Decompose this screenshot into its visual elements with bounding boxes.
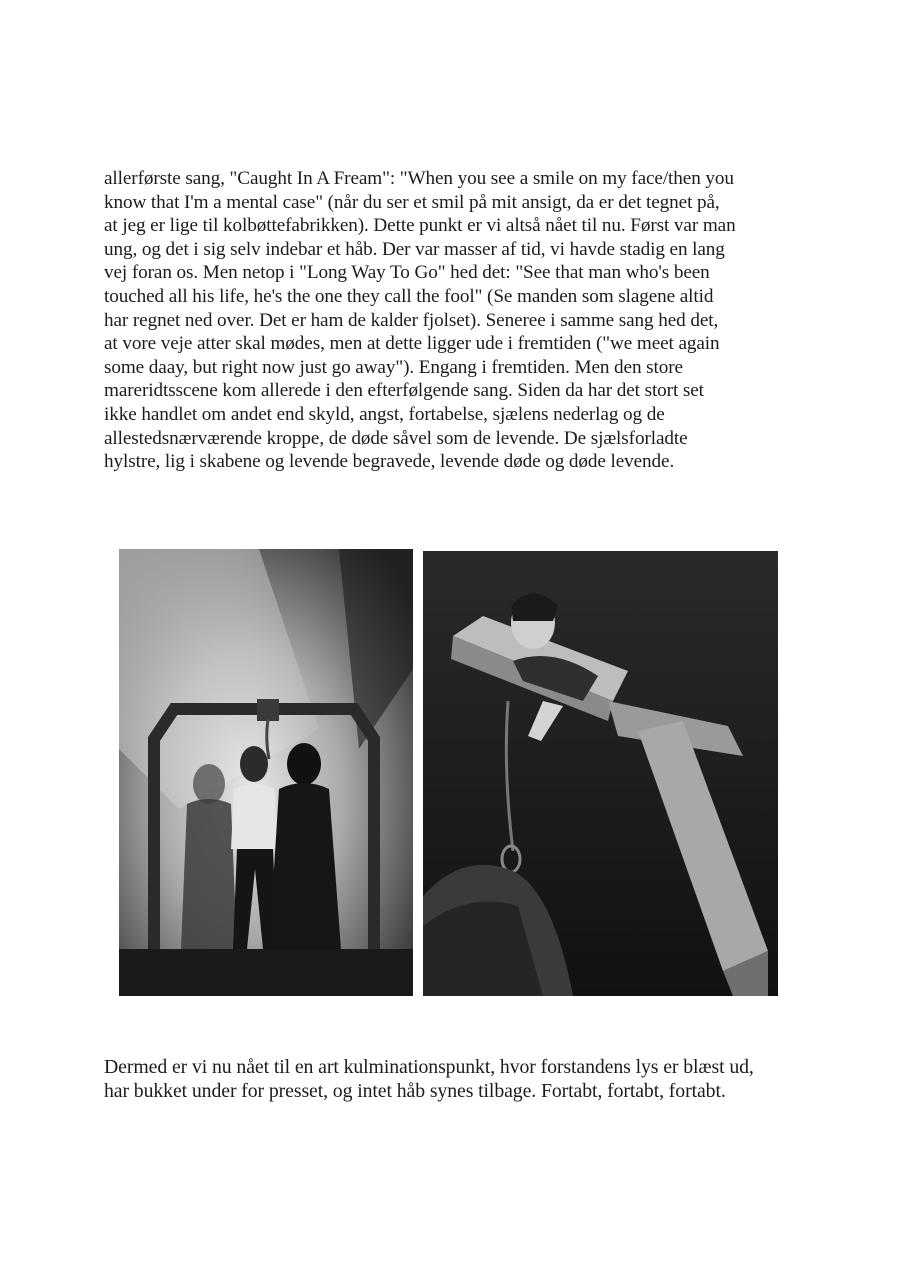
cross-noose-illustration	[423, 551, 778, 996]
body-paragraph-1: allerførste sang, "Caught In A Fream": "When you see a smile on my face/then you know that I'm a mental case" (når du ser et smil på mit ansigt, da er det tegnet på, at jeg er lige til kolbøttefabrikken). Dette punkt er vi altså nået til nu. Først var man ung, og det i sig selv indebar et håb. Der var masser af tid, vi havde stadig en lang vej foran os. Men netop i "Long Way To Go" hed det: "See that man who's been touched all his life, he's the one they call the fool" (Se manden som slagene altid har regnet ned over. Det er ham de kalder fjolset). Seneree i samme sang hed det, at vore veje atter skal mødes, men at dette ligger ude i fremtiden ("we meet again some daay, but right now just go away"). Engang i fremtiden. Men den store mareridtsscene kom allerede i den efterfølgende sang. Siden da har det stort set ikke handlet om andet end skyld, angst, fortabelse, sjælens nederlag og de allestedsnærværende kroppe, de døde såvel som de levende. De sjælsforladte hylstre, lig i skabene og levende begravede, levende døde og døde levende.	[104, 168, 736, 473]
stage-gallows-photo	[119, 549, 413, 996]
body-paragraph-2: Dermed er vi nu nået til en art kulminationspunkt, hvor forstandens lys er blæst ud, har bukket under for presset, og intet håb synes tilbage. Fortabt, fortabt, fortabt.	[104, 1056, 754, 1102]
